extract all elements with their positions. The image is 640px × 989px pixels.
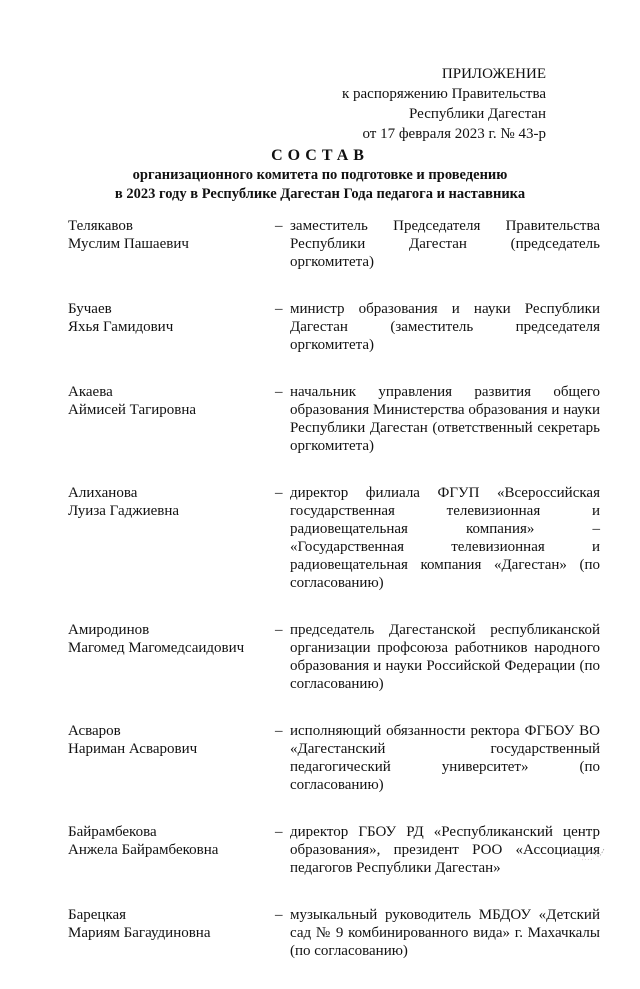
- appendix-date-number: от 17 февраля 2023 г. № 43-р: [362, 126, 546, 142]
- member-entry: [68, 823, 600, 877]
- member-surname: Бучаев: [68, 301, 112, 317]
- member-given-name: Муслим Пашаевич: [68, 236, 189, 252]
- member-given-name: Анжела Байрамбековна: [68, 842, 219, 858]
- member-given-name: Яхья Гамидович: [68, 319, 174, 335]
- member-given-name: Луиза Гаджиевна: [68, 503, 180, 519]
- member-given-name: Аймисей Тагировна: [68, 402, 197, 418]
- member-surname: Барецкая: [68, 907, 127, 923]
- appendix-republic: Республики Дагестан: [409, 106, 546, 122]
- document-title: СОСТАВ: [271, 147, 369, 164]
- document-subtitle-line-2: в 2023 году в Республике Дагестан Года педагога и наставника: [114, 186, 526, 202]
- member-role: директор ГБОУ РД «Республиканский центр образования», президент РОО «Ассоциация педагогов Республики Дагестан»: [290, 824, 600, 876]
- member-entry: [68, 484, 600, 592]
- member-given-name: Мариям Багаудиновна: [68, 925, 211, 941]
- member-name: [68, 484, 275, 520]
- member-surname: Акаева: [68, 384, 113, 400]
- member-role: музыкальный руководитель МБДОУ «Детский сад № 9 комбинированного вида» г. Махачкалы (по согласованию): [290, 907, 600, 959]
- member-name: [68, 906, 275, 942]
- member-given-name: Нариман Асварович: [68, 741, 198, 757]
- member-role: председатель Дагестанской республиканской организации профсоюза работников народного образования и науки Российской Федерации (по согласованию): [290, 622, 600, 692]
- member-role: директор филиала ФГУП «Всероссийская государственная телевизионная и радиовещательная компания» – «Государственная телевизионная и радиовещательная компания «Дагестан» (по согласованию): [290, 485, 600, 591]
- member-surname: Амиродинов: [68, 622, 150, 638]
- member-name: [68, 621, 275, 657]
- member-entry: [68, 217, 600, 271]
- dash-separator: –: [275, 824, 283, 840]
- member-role: министр образования и науки Республики Дагестан (заместитель председателя оргкомитета): [290, 301, 600, 353]
- member-entry: [68, 383, 600, 455]
- member-surname: Алиханова: [68, 485, 138, 501]
- member-name: [68, 823, 275, 859]
- dash-separator: –: [275, 622, 283, 638]
- member-surname: Асваров: [68, 723, 121, 739]
- appendix-label: ПРИЛОЖЕНИЕ: [441, 66, 546, 82]
- member-name: [68, 722, 275, 758]
- dash-separator: –: [275, 485, 283, 501]
- document-subtitle-line-1: организационного комитета по подготовке и проведению: [132, 167, 508, 183]
- committee-member-list: [68, 217, 600, 989]
- member-entry: [68, 300, 600, 354]
- dash-separator: –: [275, 384, 283, 400]
- scan-mark: [572, 843, 606, 863]
- member-given-name: Магомед Магомедсаидович: [68, 640, 245, 656]
- dash-separator: –: [275, 907, 283, 923]
- member-entry: [68, 906, 600, 960]
- member-role: заместитель Председателя Правительства Республики Дагестан (председатель оргкомитета): [290, 218, 600, 270]
- appendix-header: [342, 64, 546, 144]
- document-heading: [0, 146, 640, 204]
- member-entry: [68, 621, 600, 693]
- member-name: [68, 383, 275, 419]
- member-role: начальник управления развития общего образования Министерства образования и науки Республики Дагестан (ответственный секретарь оргкомитета): [290, 384, 600, 454]
- member-entry: [68, 722, 600, 794]
- member-role: исполняющий обязанности ректора ФГБОУ ВО «Дагестанский государственный педагогический университет» (по согласованию): [290, 723, 600, 793]
- appendix-reference: к распоряжению Правительства: [341, 86, 546, 102]
- member-name: [68, 300, 275, 336]
- dash-separator: –: [275, 301, 283, 317]
- dash-separator: –: [275, 723, 283, 739]
- dash-separator: –: [275, 218, 283, 234]
- member-surname: Байрамбекова: [68, 824, 157, 840]
- member-name: [68, 217, 275, 253]
- member-surname: Телякавов: [68, 218, 133, 234]
